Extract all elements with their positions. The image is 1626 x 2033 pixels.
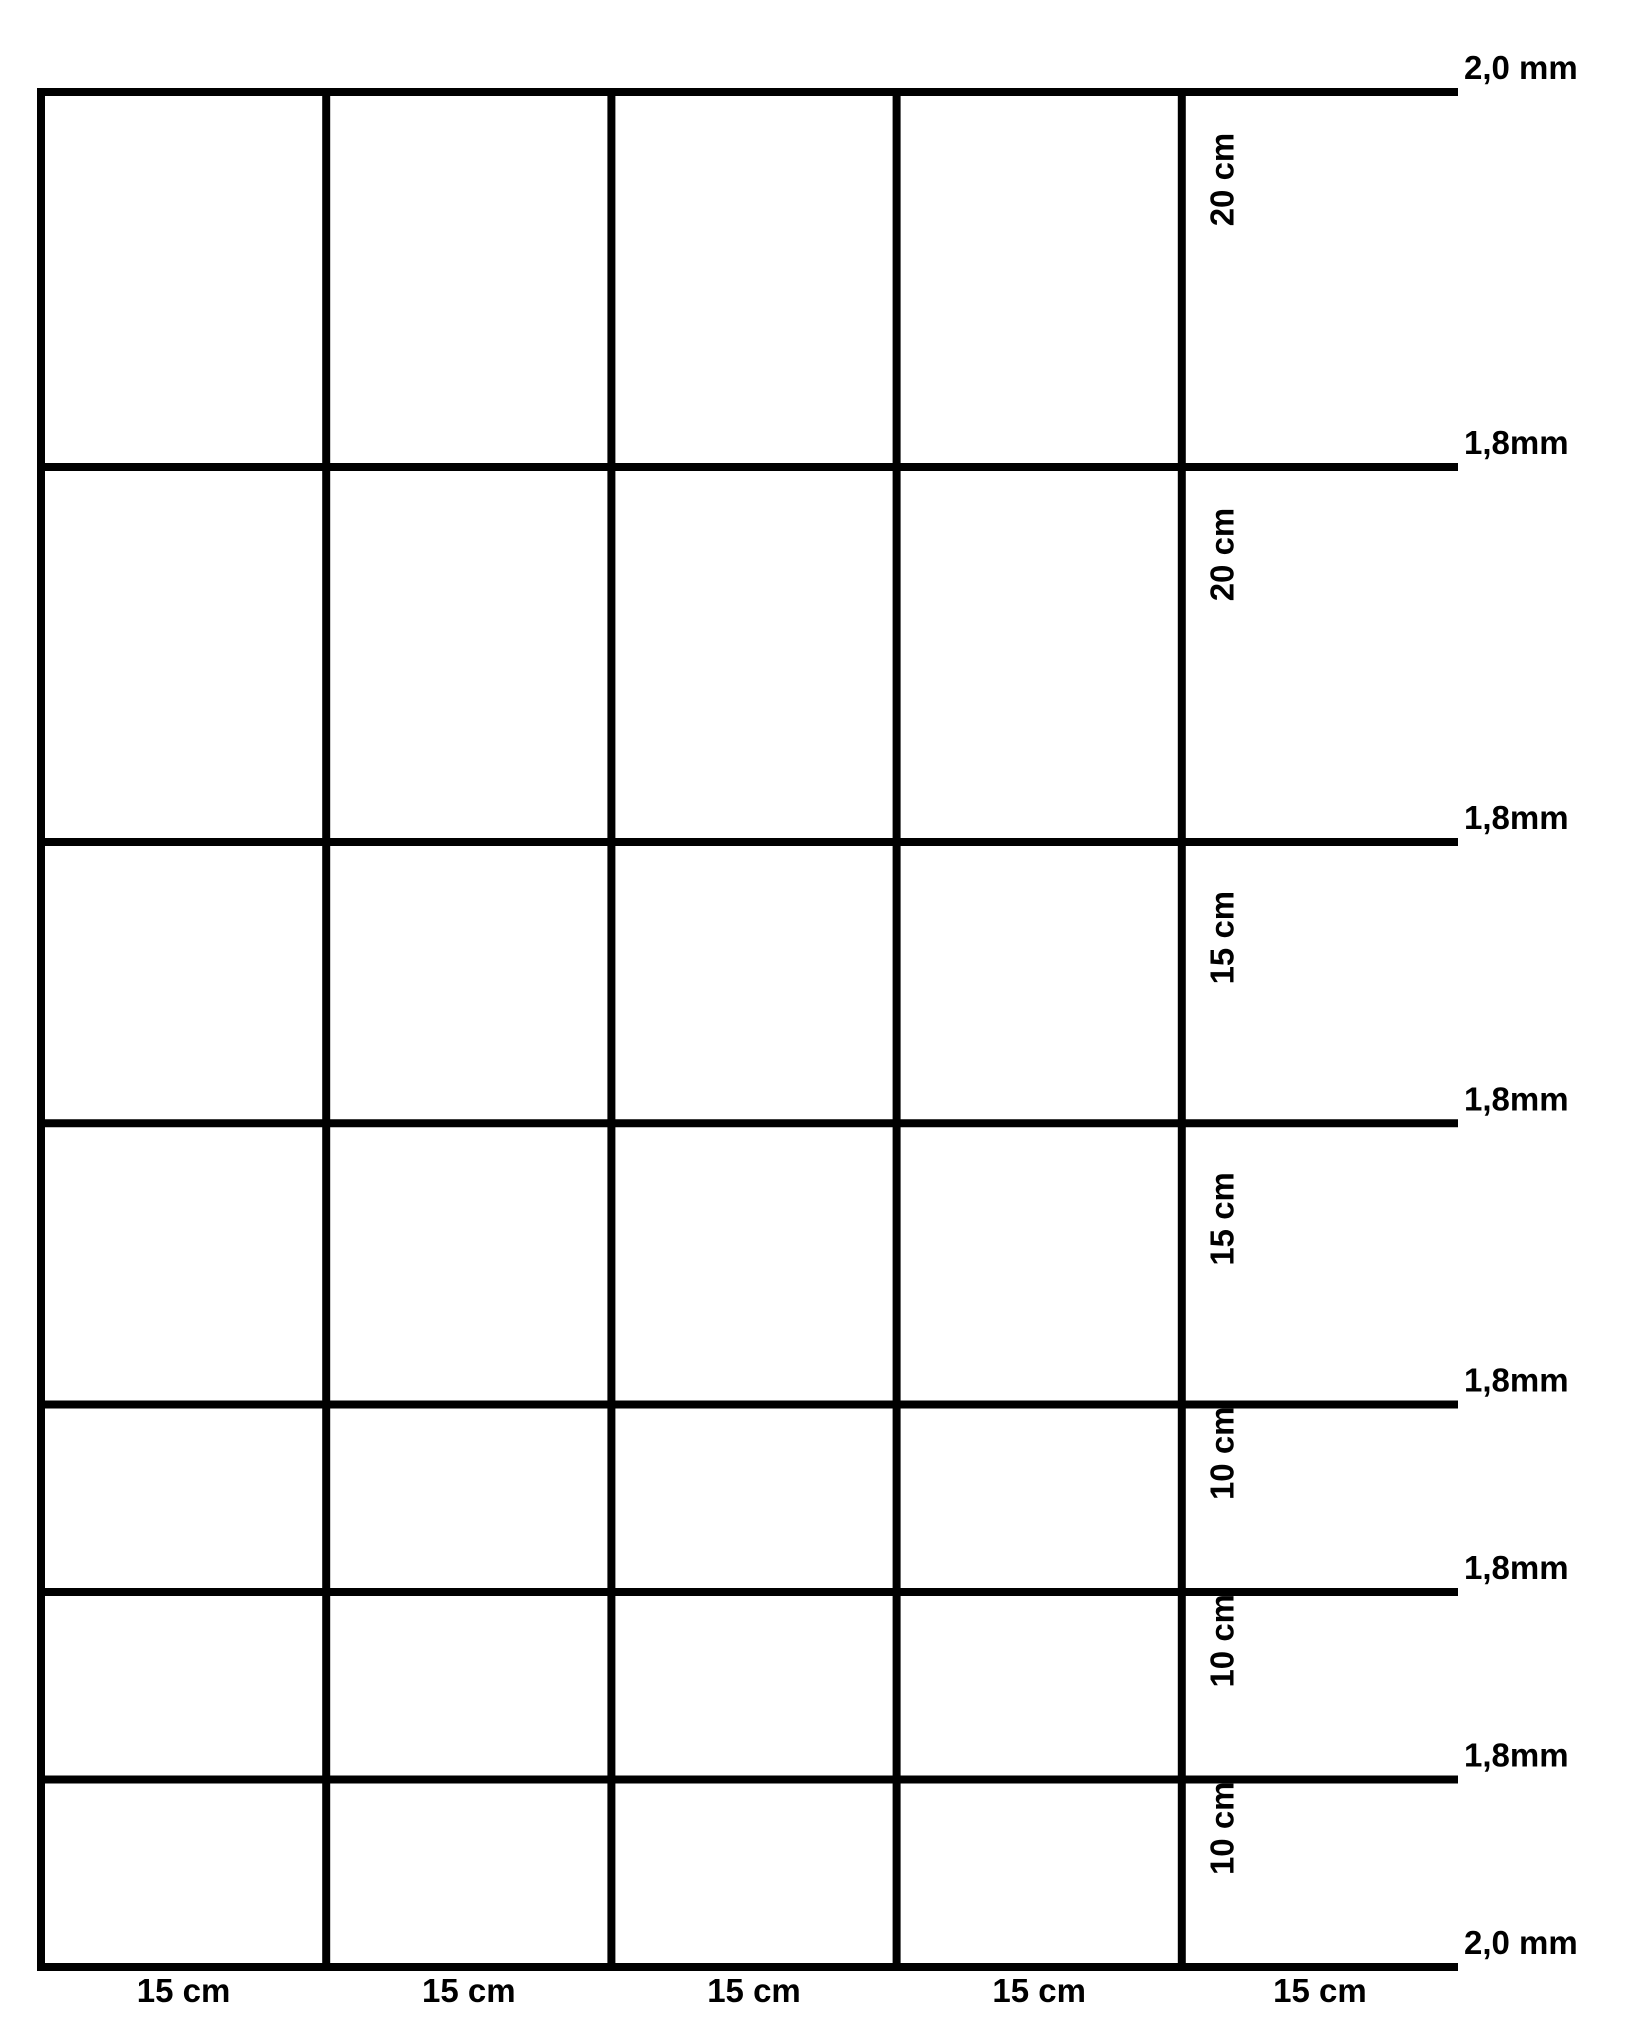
row-spacing-label: 20 cm [1203,132,1241,227]
column-spacing-label: 15 cm [992,1972,1086,2009]
column-spacing-label: 15 cm [1273,1972,1367,2009]
column-spacing-label: 15 cm [136,1972,231,2009]
column-spacing-label: 15 cm [707,1972,801,2009]
row-spacing-label: 10 cm [1203,1406,1241,1501]
wire-diameter-label: 1,8mm [1464,1361,1569,1399]
wire-diameter-label: 1,8mm [1464,424,1569,461]
row-spacing-label: 15 cm [1203,1172,1241,1266]
row-spacing-label: 20 cm [1203,507,1241,602]
column-spacing-label: 15 cm [422,1972,516,2009]
wire-diameter-label: 2,0 mm [1464,49,1578,86]
wire-diameter-label: 1,8mm [1464,1736,1569,1774]
row-spacing-label: 15 cm [1203,890,1241,985]
row-spacing-label: 10 cm [1203,1781,1241,1876]
row-spacing-label: 10 cm [1203,1593,1241,1688]
wire-diameter-label: 2,0 mm [1464,1924,1578,1961]
wire-diameter-label: 1,8mm [1464,1080,1569,1118]
wire-diameter-label: 1,8mm [1464,1549,1569,1586]
wire-diameter-label: 1,8mm [1464,799,1569,836]
